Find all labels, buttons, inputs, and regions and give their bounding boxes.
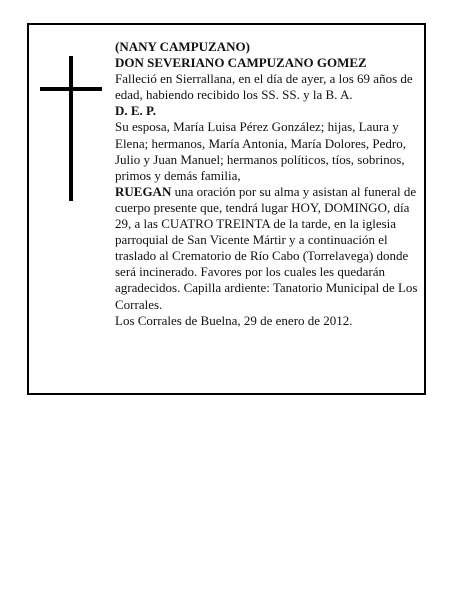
funeral-request bbox=[115, 184, 425, 313]
family-list: Su esposa, María Luisa Pérez González; hijas, Laura y Elena; hermanos, María Antonia, María Dolores, Pedro, Julio y Juan Manuel; hermanos políticos, tíos, sobrinos, primos y demás familia, bbox=[115, 119, 406, 183]
obituary-notice bbox=[27, 23, 426, 395]
death-announcement: Falleció en Sierrallana, en el día de ayer, a los 69 años de edad, habiendo recibido los SS. SS. y la B. A. bbox=[115, 71, 413, 103]
obituary-text bbox=[115, 39, 425, 329]
cross-icon-bar bbox=[40, 87, 102, 91]
nickname: (NANY CAMPUZANO) bbox=[115, 39, 250, 54]
ruegan-word: RUEGAN bbox=[115, 183, 172, 199]
cross-icon bbox=[69, 56, 73, 201]
place-date: Los Corrales de Buelna, 29 de enero de 2012. bbox=[115, 312, 353, 328]
rip-line: D. E. P. bbox=[115, 103, 157, 119]
deceased-name: DON SEVERIANO CAMPUZANO GOMEZ bbox=[115, 55, 367, 71]
funeral-details: una oración por su alma y asistan al funeral de cuerpo presente que, tendrá lugar HOY, DOMINGO, día 29, a las CUATRO TREINTA de la tarde, en la iglesia parroquial de San Vicente Mártir y a continuación el traslado al Crematorio de Río Cabo (Torrelavega) donde será incinerado. Favores por los cuales les quedarán agradecidos. Capilla ardiente: Tanatorio Municipal de Los Corrales. bbox=[115, 183, 418, 312]
